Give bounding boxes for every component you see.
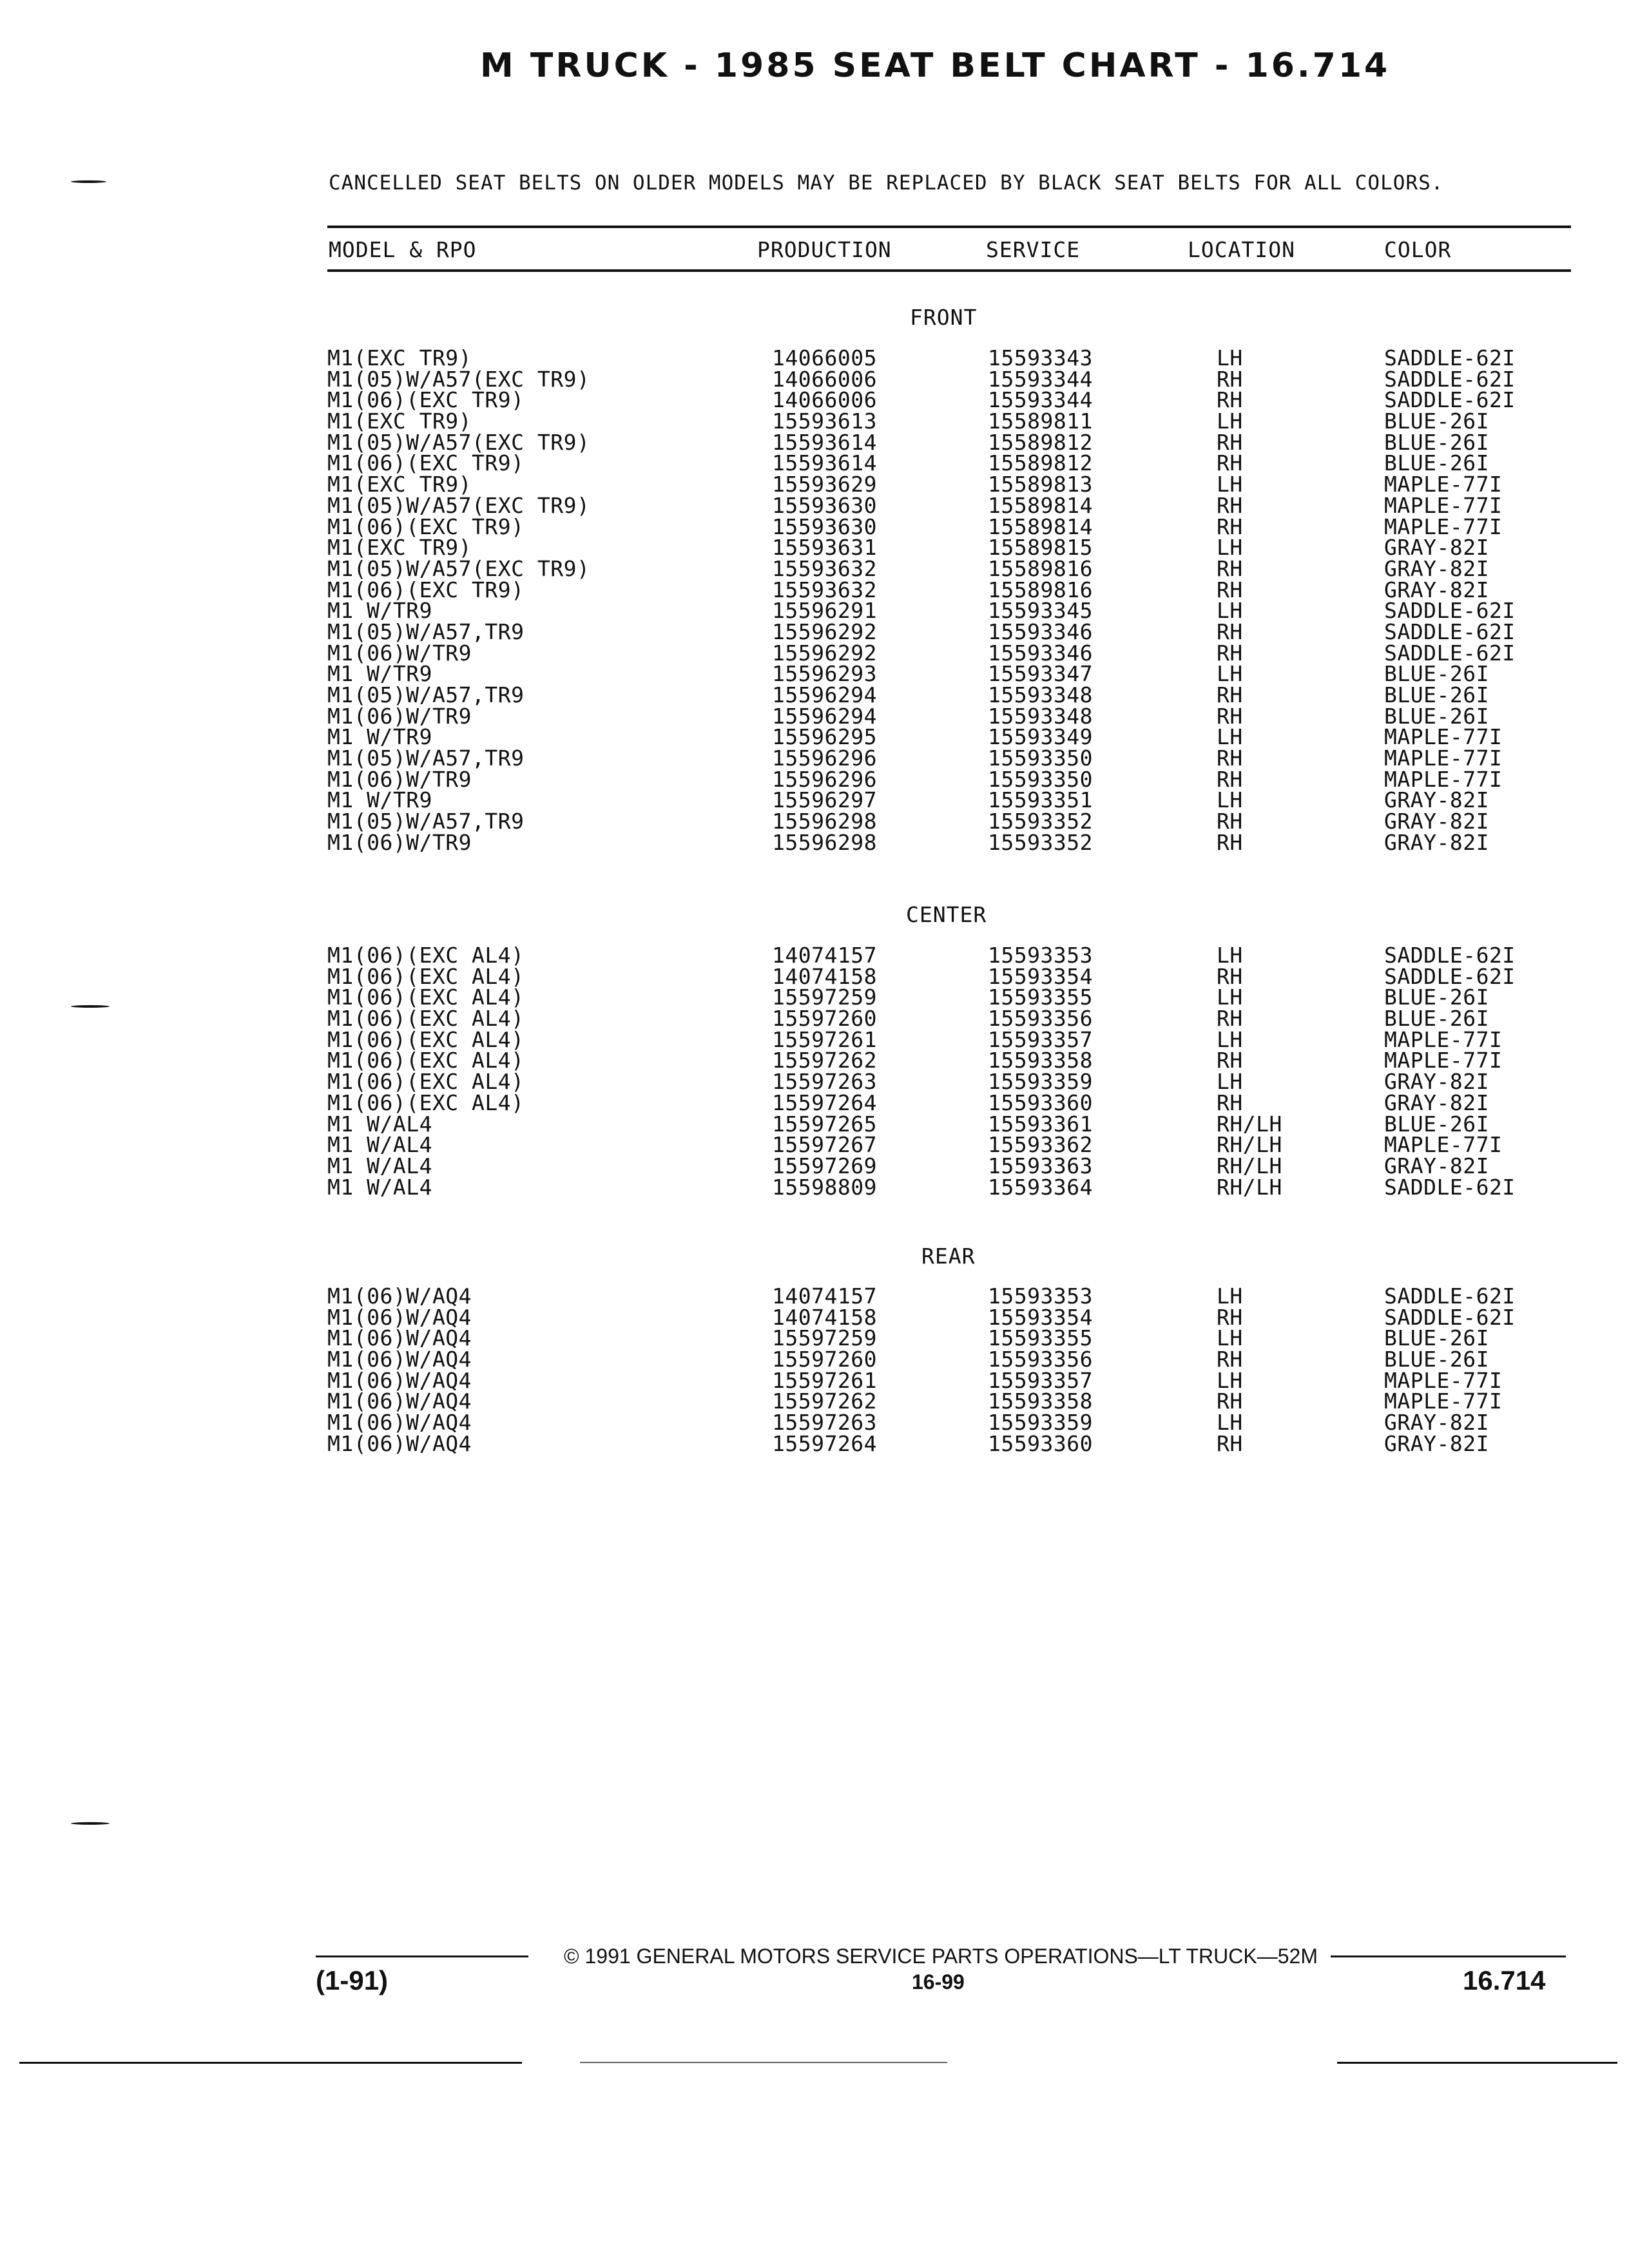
service-number-cell: 15593364 (988, 1174, 1093, 1200)
production-number-cell: 14074157 (772, 1283, 877, 1309)
color-cell: GRAY-82I (1384, 535, 1489, 561)
production-number-cell: 14074158 (772, 963, 877, 989)
location-cell: RH (1217, 682, 1243, 707)
production-number-cell: 15596294 (772, 682, 877, 707)
location-cell: RH (1217, 1304, 1243, 1330)
service-number-cell: 15589812 (988, 429, 1093, 455)
table-row (327, 492, 1584, 518)
location-cell: LH (1217, 598, 1243, 624)
model-rpo-cell: M1(06)W/AQ4 (327, 1367, 472, 1393)
service-number-cell: 15593349 (988, 724, 1093, 750)
color-cell: GRAY-82I (1384, 1153, 1489, 1178)
location-cell: RH (1217, 1389, 1243, 1414)
color-cell: BLUE-26I (1384, 703, 1489, 729)
model-rpo-cell: M1(06)W/AQ4 (327, 1430, 472, 1456)
color-cell: SADDLE-62I (1384, 598, 1516, 624)
service-number-cell: 15593353 (988, 943, 1093, 968)
model-rpo-cell: M1(EXC TR9) (327, 408, 472, 434)
cancelled-belts-note: CANCELLED SEAT BELTS ON OLDER MODELS MAY BE REPLACED BY BLACK SEAT BELTS FOR ALL COLORS. (329, 171, 1444, 195)
model-rpo-cell: M1 W/TR9 (327, 661, 432, 687)
production-number-cell: 15593614 (772, 450, 877, 476)
model-rpo-cell: M1(06)(EXC AL4) (327, 1069, 525, 1095)
location-cell: RH (1217, 387, 1243, 413)
model-rpo-cell: M1(06)W/TR9 (327, 766, 472, 792)
model-rpo-cell: M1(05)W/A57,TR9 (327, 682, 525, 707)
service-number-cell: 15593350 (988, 745, 1093, 771)
color-cell: SADDLE-62I (1384, 1174, 1516, 1200)
color-cell: SADDLE-62I (1384, 943, 1516, 968)
model-rpo-cell: M1(06)W/TR9 (327, 703, 472, 729)
production-number-cell: 15598809 (772, 1174, 877, 1200)
binder-mark-top (71, 180, 106, 183)
service-number-cell: 15593346 (988, 640, 1093, 666)
section-label-center: CENTER (906, 902, 987, 927)
service-number-cell: 15593358 (988, 1389, 1093, 1414)
service-number-cell: 15589811 (988, 408, 1093, 434)
production-number-cell: 15597262 (772, 1389, 877, 1414)
production-number-cell: 15593613 (772, 408, 877, 434)
location-cell: RH (1217, 429, 1243, 455)
location-cell: RH (1217, 809, 1243, 834)
location-cell: RH/LH (1217, 1174, 1282, 1200)
service-number-cell: 15593360 (988, 1430, 1093, 1456)
service-number-cell: 15593354 (988, 1304, 1093, 1330)
location-cell: RH (1217, 1090, 1243, 1115)
service-number-cell: 15593357 (988, 1367, 1093, 1393)
production-number-cell: 15593614 (772, 429, 877, 455)
color-cell: GRAY-82I (1384, 809, 1489, 834)
binder-mark-middle (71, 1005, 110, 1008)
production-number-cell: 15597262 (772, 1048, 877, 1073)
color-cell: MAPLE-77I (1384, 514, 1503, 539)
production-number-cell: 15597264 (772, 1090, 877, 1115)
table-row (327, 1008, 1584, 1030)
production-number-cell: 15597265 (772, 1111, 877, 1137)
service-number-cell: 15593359 (988, 1410, 1093, 1436)
color-cell: BLUE-26I (1384, 450, 1489, 476)
location-cell: LH (1217, 472, 1243, 497)
color-cell: GRAY-82I (1384, 577, 1489, 602)
service-number-cell: 15589815 (988, 535, 1093, 561)
page-number: 16-99 (912, 1970, 965, 1994)
color-cell: GRAY-82I (1384, 1430, 1489, 1456)
color-cell: MAPLE-77I (1384, 766, 1503, 792)
model-rpo-cell: M1(06)(EXC TR9) (327, 387, 525, 413)
color-cell: MAPLE-77I (1384, 745, 1503, 771)
location-cell: LH (1217, 345, 1243, 370)
production-number-cell: 15596294 (772, 703, 877, 729)
production-number-cell: 15596295 (772, 724, 877, 750)
service-number-cell: 15589813 (988, 472, 1093, 497)
production-number-cell: 15596298 (772, 829, 877, 855)
production-number-cell: 14074158 (772, 1304, 877, 1330)
location-cell: LH (1217, 1283, 1243, 1309)
color-cell: SADDLE-62I (1384, 619, 1516, 644)
color-cell: GRAY-82I (1384, 1410, 1489, 1436)
production-number-cell: 14066006 (772, 387, 877, 413)
color-cell: BLUE-26I (1384, 1006, 1489, 1032)
service-number-cell: 15593345 (988, 598, 1093, 624)
location-cell: RH (1217, 1347, 1243, 1372)
color-cell: GRAY-82I (1384, 829, 1489, 855)
model-rpo-cell: M1(06)(EXC AL4) (327, 943, 525, 968)
service-number-cell: 15593363 (988, 1153, 1093, 1178)
revision-date: (1-91) (316, 1965, 389, 1995)
location-cell: RH (1217, 640, 1243, 666)
location-cell: LH (1217, 1325, 1243, 1351)
header-top-rule (327, 226, 1571, 228)
service-number-cell: 15593354 (988, 963, 1093, 989)
header-service: SERVICE (986, 237, 1081, 262)
color-cell: MAPLE-77I (1384, 1367, 1503, 1393)
model-rpo-cell: M1(06)W/TR9 (327, 640, 472, 666)
production-number-cell: 15597264 (772, 1430, 877, 1456)
service-number-cell: 15593360 (988, 1090, 1093, 1115)
production-number-cell: 15596298 (772, 809, 877, 834)
color-cell: GRAY-82I (1384, 787, 1489, 813)
table-row (327, 474, 1584, 495)
front-rows (327, 345, 1584, 855)
table-row (327, 1349, 1584, 1370)
table-row (327, 1174, 1584, 1200)
table-row (327, 345, 1584, 370)
table-row (327, 811, 1584, 832)
production-number-cell: 15593630 (772, 514, 877, 539)
model-rpo-cell: M1(06)(EXC TR9) (327, 514, 525, 539)
copyright-line: © 1991 GENERAL MOTORS SERVICE PARTS OPERATIONS—LT TRUCK—52M (564, 1945, 1318, 1968)
production-number-cell: 15596296 (772, 766, 877, 792)
model-rpo-cell: M1(EXC TR9) (327, 472, 472, 497)
location-cell: LH (1217, 1367, 1243, 1393)
page-bottom-rule-mid (580, 2062, 947, 2063)
location-cell: RH/LH (1217, 1153, 1282, 1178)
color-cell: BLUE-26I (1384, 682, 1489, 707)
model-rpo-cell: M1(06)(EXC AL4) (327, 963, 525, 989)
service-number-cell: 15593346 (988, 619, 1093, 644)
service-number-cell: 15593356 (988, 1347, 1093, 1372)
color-cell: GRAY-82I (1384, 555, 1489, 581)
table-row (327, 537, 1584, 559)
service-number-cell: 15593343 (988, 345, 1093, 370)
location-cell: LH (1217, 661, 1243, 687)
production-number-cell: 15597261 (772, 1367, 877, 1393)
binder-mark-bottom (71, 1822, 110, 1825)
location-cell: RH (1217, 619, 1243, 644)
model-rpo-cell: M1(06)(EXC AL4) (327, 1026, 525, 1052)
location-cell: RH (1217, 703, 1243, 729)
color-cell: BLUE-26I (1384, 985, 1489, 1010)
color-cell: MAPLE-77I (1384, 472, 1503, 497)
model-rpo-cell: M1(06)(EXC TR9) (327, 450, 525, 476)
color-cell: MAPLE-77I (1384, 1132, 1503, 1158)
color-cell: MAPLE-77I (1384, 492, 1503, 518)
location-cell: LH (1217, 408, 1243, 434)
production-number-cell: 15596291 (772, 598, 877, 624)
location-cell: LH (1217, 943, 1243, 968)
location-cell: RH (1217, 366, 1243, 392)
model-rpo-cell: M1(06)W/AQ4 (327, 1304, 472, 1330)
production-number-cell: 15597263 (772, 1069, 877, 1095)
service-number-cell: 15593359 (988, 1069, 1093, 1095)
model-rpo-cell: M1(06)(EXC AL4) (327, 1006, 525, 1032)
location-cell: RH (1217, 1048, 1243, 1073)
header-bottom-rule (327, 269, 1571, 272)
model-rpo-cell: M1 W/AL4 (327, 1132, 432, 1158)
production-number-cell: 15596297 (772, 787, 877, 813)
production-number-cell: 15597267 (772, 1132, 877, 1158)
table-row (327, 745, 1584, 771)
production-number-cell: 15597263 (772, 1410, 877, 1436)
model-rpo-cell: M1 W/TR9 (327, 598, 432, 624)
model-rpo-cell: M1(06)W/AQ4 (327, 1347, 472, 1372)
model-rpo-cell: M1(06)W/TR9 (327, 829, 472, 855)
page-bottom-rule-right (1337, 2062, 1617, 2064)
location-cell: LH (1217, 724, 1243, 750)
service-number-cell: 15589816 (988, 577, 1093, 602)
production-number-cell: 15593632 (772, 555, 877, 581)
model-rpo-cell: M1(05)W/A57,TR9 (327, 809, 525, 834)
model-rpo-cell: M1 W/AL4 (327, 1153, 432, 1178)
production-number-cell: 15597259 (772, 985, 877, 1010)
page-title: M TRUCK - 1985 SEAT BELT CHART - 16.714 (480, 46, 1391, 85)
model-rpo-cell: M1(05)W/A57(EXC TR9) (327, 555, 590, 581)
reference-number: 16.714 (1463, 1965, 1546, 1995)
model-rpo-cell: M1 W/TR9 (327, 724, 432, 750)
color-cell: MAPLE-77I (1384, 1026, 1503, 1052)
table-row (327, 1090, 1584, 1115)
production-number-cell: 15597261 (772, 1026, 877, 1052)
model-rpo-cell: M1(05)W/A57(EXC TR9) (327, 366, 590, 392)
service-number-cell: 15593361 (988, 1111, 1093, 1137)
model-rpo-cell: M1(05)W/A57(EXC TR9) (327, 429, 590, 455)
location-cell: RH (1217, 766, 1243, 792)
production-number-cell: 15596292 (772, 640, 877, 666)
service-number-cell: 15589812 (988, 450, 1093, 476)
location-cell: LH (1217, 1069, 1243, 1095)
color-cell: SADDLE-62I (1384, 640, 1516, 666)
color-cell: BLUE-26I (1384, 1111, 1489, 1137)
table-row (327, 619, 1584, 644)
production-number-cell: 15596293 (772, 661, 877, 687)
location-cell: RH (1217, 514, 1243, 539)
color-cell: BLUE-26I (1384, 1325, 1489, 1351)
location-cell: RH (1217, 492, 1243, 518)
footer-rule-right (1331, 1956, 1566, 1957)
color-cell: SADDLE-62I (1384, 963, 1516, 989)
service-number-cell: 15593347 (988, 661, 1093, 687)
location-cell: LH (1217, 1026, 1243, 1052)
service-number-cell: 15593344 (988, 387, 1093, 413)
model-rpo-cell: M1(EXC TR9) (327, 345, 472, 370)
color-cell: SADDLE-62I (1384, 345, 1516, 370)
service-number-cell: 15593348 (988, 682, 1093, 707)
production-number-cell: 15597269 (772, 1153, 877, 1178)
model-rpo-cell: M1(06)(EXC AL4) (327, 1048, 525, 1073)
service-number-cell: 15593355 (988, 1325, 1093, 1351)
location-cell: LH (1217, 787, 1243, 813)
production-number-cell: 15596292 (772, 619, 877, 644)
model-rpo-cell: M1(06)(EXC AL4) (327, 1090, 525, 1115)
color-cell: GRAY-82I (1384, 1090, 1489, 1115)
production-number-cell: 15597260 (772, 1006, 877, 1032)
header-color: COLOR (1384, 237, 1452, 262)
location-cell: LH (1217, 535, 1243, 561)
table-row (327, 408, 1584, 434)
table-row (327, 1430, 1584, 1456)
service-number-cell: 15593353 (988, 1283, 1093, 1309)
model-rpo-cell: M1(06)(EXC AL4) (327, 985, 525, 1010)
rear-rows (327, 1283, 1584, 1456)
color-cell: MAPLE-77I (1384, 724, 1503, 750)
color-cell: BLUE-26I (1384, 429, 1489, 455)
location-cell: RH (1217, 745, 1243, 771)
table-row (327, 1283, 1584, 1309)
color-cell: GRAY-82I (1384, 1069, 1489, 1095)
production-number-cell: 15593631 (772, 535, 877, 561)
header-location: LOCATION (1188, 237, 1295, 262)
table-row (327, 1069, 1584, 1095)
header-model: MODEL & RPO (329, 237, 477, 262)
production-number-cell: 15597260 (772, 1347, 877, 1372)
table-row (327, 945, 1584, 966)
location-cell: RH (1217, 577, 1243, 602)
table-row (327, 555, 1584, 581)
service-number-cell: 15593351 (988, 787, 1093, 813)
model-rpo-cell: M1(06)W/AQ4 (327, 1389, 472, 1414)
location-cell: LH (1217, 985, 1243, 1010)
section-label-rear: REAR (921, 1244, 976, 1269)
service-number-cell: 15589816 (988, 555, 1093, 581)
production-number-cell: 15597259 (772, 1325, 877, 1351)
color-cell: BLUE-26I (1384, 408, 1489, 434)
table-row (327, 829, 1584, 855)
location-cell: RH (1217, 829, 1243, 855)
service-number-cell: 15593344 (988, 366, 1093, 392)
production-number-cell: 14066005 (772, 345, 877, 370)
color-cell: MAPLE-77I (1384, 1048, 1503, 1073)
production-number-cell: 14066006 (772, 366, 877, 392)
color-cell: SADDLE-62I (1384, 1304, 1516, 1330)
model-rpo-cell: M1(EXC TR9) (327, 535, 472, 561)
model-rpo-cell: M1(05)W/A57(EXC TR9) (327, 492, 590, 518)
service-number-cell: 15593348 (988, 703, 1093, 729)
model-rpo-cell: M1 W/AL4 (327, 1111, 432, 1137)
service-number-cell: 15589814 (988, 514, 1093, 539)
production-number-cell: 15593630 (772, 492, 877, 518)
model-rpo-cell: M1(06)W/AQ4 (327, 1325, 472, 1351)
service-number-cell: 15593357 (988, 1026, 1093, 1052)
location-cell: RH (1217, 1430, 1243, 1456)
model-rpo-cell: M1(05)W/A57,TR9 (327, 619, 525, 644)
service-number-cell: 15593355 (988, 985, 1093, 1010)
color-cell: BLUE-26I (1384, 661, 1489, 687)
production-number-cell: 15593629 (772, 472, 877, 497)
service-number-cell: 15593352 (988, 809, 1093, 834)
model-rpo-cell: M1(06)W/AQ4 (327, 1410, 472, 1436)
model-rpo-cell: M1 W/AL4 (327, 1174, 432, 1200)
location-cell: RH (1217, 450, 1243, 476)
model-rpo-cell: M1(05)W/A57,TR9 (327, 745, 525, 771)
model-rpo-cell: M1(06)(EXC TR9) (327, 577, 525, 602)
model-rpo-cell: M1 W/TR9 (327, 787, 432, 813)
service-number-cell: 15593352 (988, 829, 1093, 855)
location-cell: RH (1217, 1006, 1243, 1032)
table-row (327, 1153, 1584, 1178)
location-cell: LH (1217, 1410, 1243, 1436)
production-number-cell: 14074157 (772, 943, 877, 968)
location-cell: RH/LH (1217, 1132, 1282, 1158)
page-bottom-rule-left (19, 2062, 522, 2064)
color-cell: SADDLE-62I (1384, 1283, 1516, 1309)
table-row (327, 682, 1584, 707)
center-rows (327, 945, 1584, 1198)
color-cell: SADDLE-62I (1384, 366, 1516, 392)
color-cell: BLUE-26I (1384, 1347, 1489, 1372)
location-cell: RH (1217, 963, 1243, 989)
service-number-cell: 15593356 (988, 1006, 1093, 1032)
color-cell: SADDLE-62I (1384, 387, 1516, 413)
table-row (327, 1412, 1584, 1434)
service-number-cell: 15593350 (988, 766, 1093, 792)
production-number-cell: 15593632 (772, 577, 877, 602)
model-rpo-cell: M1(06)W/AQ4 (327, 1283, 472, 1309)
footer-rule-left (316, 1956, 528, 1957)
table-row (327, 1132, 1584, 1158)
color-cell: MAPLE-77I (1384, 1389, 1503, 1414)
service-number-cell: 15589814 (988, 492, 1093, 518)
service-number-cell: 15593362 (988, 1132, 1093, 1158)
location-cell: RH (1217, 555, 1243, 581)
section-label-front: FRONT (910, 305, 978, 330)
production-number-cell: 15596296 (772, 745, 877, 771)
location-cell: RH/LH (1217, 1111, 1282, 1137)
service-number-cell: 15593358 (988, 1048, 1093, 1073)
header-production: PRODUCTION (757, 237, 892, 262)
